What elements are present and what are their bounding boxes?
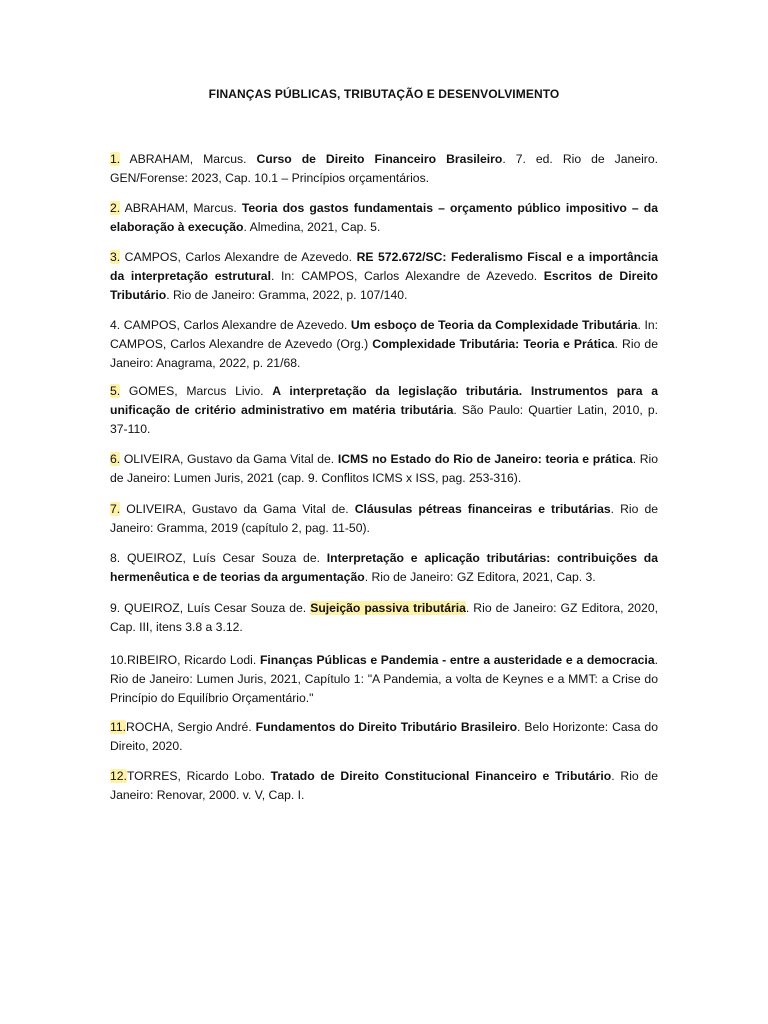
reference-publication: . Rio de Janeiro: Lumen Juris, 2021 (cap. 9. Conflitos ICMS x ISS, pag. 253-316). <box>110 452 659 485</box>
reference-work-title: Fundamentos do Direito Tributário Brasileiro <box>255 720 518 734</box>
reference-publication: . Rio de Janeiro: Renovar, 2000. v. V, Cap. I. <box>110 769 658 802</box>
reference-number: 1. <box>110 152 121 166</box>
reference-work-title: Um esboço de Teoria da Complexidade Tributária <box>350 318 638 332</box>
reference-in: . In: CAMPOS, Carlos Alexandre de Azevedo (Org.) <box>110 318 658 351</box>
reference-publication: . São Paulo: Quartier Latin, 2010, p. 37-110. <box>110 403 658 436</box>
reference-item-10 <box>110 651 658 708</box>
reference-item-1 <box>110 150 658 188</box>
reference-book-title: Escritos de Direito Tributário <box>110 269 658 302</box>
reference-author: ABRAHAM, Marcus. <box>120 152 257 166</box>
reference-publication: . Rio de Janeiro: Gramma, 2022, p. 107/140. <box>166 288 408 302</box>
reference-author: QUEIROZ, Luís Cesar Souza de. <box>120 551 327 565</box>
reference-publication: . Rio de Janeiro: Anagrama, 2022, p. 21/68. <box>110 337 658 370</box>
reference-item-6 <box>110 450 658 488</box>
reference-work-title: Cláusulas pétreas financeiras e tributárias <box>354 502 611 516</box>
reference-item-4 <box>110 316 658 373</box>
reference-number: 5. <box>110 384 121 398</box>
reference-work-title: Sujeição passiva tributária <box>310 601 466 615</box>
reference-work-title: Curso de Direito Financeiro Brasileiro <box>256 152 503 166</box>
reference-work-title: Tratado de Direito Constitucional Financeiro e Tributário <box>270 769 612 783</box>
reference-author: QUEIROZ, Luís Cesar Souza de. <box>120 601 311 615</box>
reference-author: CAMPOS, Carlos Alexandre de Azevedo. <box>120 318 351 332</box>
reference-author: GOMES, Marcus Livio. <box>120 384 273 398</box>
reference-item-3 <box>110 248 658 305</box>
document-title: FINANÇAS PÚBLICAS, TRIBUTAÇÃO E DESENVOLVIMENTO <box>208 87 560 101</box>
reference-publication: . Belo Horizonte: Casa do Direito, 2020. <box>110 720 658 753</box>
reference-item-11 <box>110 718 658 756</box>
reference-number: 11. <box>110 720 127 734</box>
reference-work-title: Finanças Públicas e Pandemia - entre a austeridade e a democracia <box>259 653 655 667</box>
reference-publication: . Rio de Janeiro: Gramma, 2019 (capítulo 2, pag. 11-50). <box>110 502 658 535</box>
reference-author: ROCHA, Sergio André. <box>126 720 256 734</box>
reference-publication: . Rio de Janeiro: Lumen Juris, 2021, Capítulo 1: "A Pandemia, a volta de Keynes e a MMT: a Crise do Princípio do Equilíbrio Orçamentário." <box>110 653 658 705</box>
reference-publication: . 7. ed. Rio de Janeiro. GEN/Forense: 2023, Cap. 10.1 – Princípios orçamentários. <box>110 152 659 185</box>
reference-number: 3. <box>110 250 121 264</box>
reference-in: . In: CAMPOS, Carlos Alexandre de Azevedo. <box>270 269 544 283</box>
reference-item-2 <box>110 199 658 237</box>
reference-work-title: Interpretação e aplicação tributárias: contribuições da hermenêutica e de teorias da argumentação <box>110 551 658 584</box>
reference-item-12 <box>110 767 658 805</box>
reference-author: RIBEIRO, Ricardo Lodi. <box>126 653 260 667</box>
reference-item-7 <box>110 500 658 538</box>
reference-author: OLIVEIRA, Gustavo da Gama Vital de. <box>120 502 355 516</box>
reference-item-8 <box>110 549 658 587</box>
reference-number: 2. <box>110 201 121 215</box>
reference-author: CAMPOS, Carlos Alexandre de Azevedo. <box>120 250 357 264</box>
reference-number: 7. <box>110 502 121 516</box>
reference-author: ABRAHAM, Marcus. <box>120 201 242 215</box>
reference-number: 9. <box>110 601 121 615</box>
reference-number: 10. <box>110 653 127 667</box>
reference-item-5 <box>110 382 658 439</box>
reference-publication: . Rio de Janeiro: GZ Editora, 2020, Cap. III, itens 3.8 a 3.12. <box>110 601 658 634</box>
reference-work-title: RE 572.672/SC: Federalismo Fiscal e a importância da interpretação estrutural <box>110 250 658 283</box>
reference-work-title: Teoria dos gastos fundamentais – orçamento público impositivo – da elaboração à execução <box>110 201 659 234</box>
reference-publication: . Rio de Janeiro: GZ Editora, 2021, Cap. 3. <box>364 570 596 584</box>
reference-item-9 <box>110 599 658 637</box>
reference-number: 12. <box>110 769 127 783</box>
reference-book-title: Complexidade Tributária: Teoria e Prática <box>372 337 615 351</box>
reference-work-title: ICMS no Estado do Rio de Janeiro: teoria e prática <box>337 452 633 466</box>
reference-author: TORRES, Ricardo Lobo. <box>126 769 271 783</box>
reference-number: 8. <box>110 551 121 565</box>
reference-number: 4. <box>110 318 121 332</box>
reference-publication: . Almedina, 2021, Cap. 5. <box>243 220 381 234</box>
reference-work-title: A interpretação da legislação tributária. Instrumentos para a unificação de critério administrativo em matéria tributária <box>110 384 658 417</box>
reference-number: 6. <box>110 452 121 466</box>
reference-author: OLIVEIRA, Gustavo da Gama Vital de. <box>120 452 338 466</box>
